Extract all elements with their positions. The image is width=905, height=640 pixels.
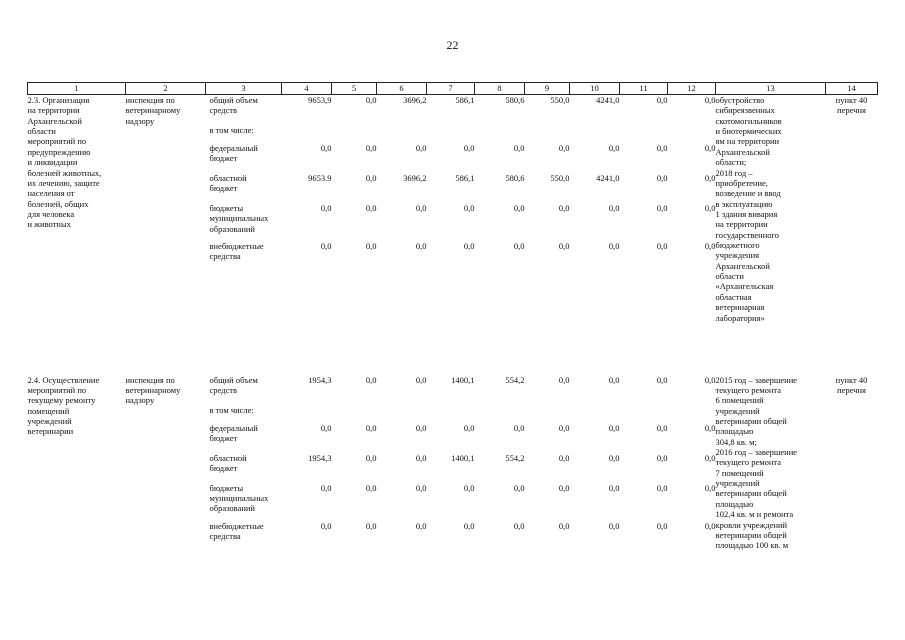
value-column-6 — [377, 95, 427, 375]
column-number-12: 12 — [668, 83, 716, 95]
value-cell: 0,0 — [608, 241, 620, 251]
column-number-9: 9 — [525, 83, 570, 95]
value-cell: 0,0 — [704, 203, 716, 213]
value-cell: 3696,2 — [403, 95, 427, 105]
value-cell: 0,0 — [463, 241, 475, 251]
value-cell: 0,0 — [463, 422, 475, 433]
funding-source-label: общий объем средств — [209, 95, 258, 116]
value-column-12 — [668, 375, 716, 585]
funding-source-label: областной бюджет — [209, 452, 247, 473]
value-cell: 0,0 — [513, 203, 525, 213]
table-row — [28, 375, 878, 585]
table-row — [28, 95, 878, 375]
column-number-6: 6 — [377, 83, 427, 95]
value-cell: 1400,1 — [451, 452, 475, 463]
expected-result: обустройство сибиреязвенных скотомогильников и биотермических ям на территории Архангельской области; 2018 год – приобретение, возведение и ввод в эксплуатацию 1 здания вивария на территории государственного бюджетного учреждения Архангельской области «Архангельская областная ветеринарная лаборатория» — [715, 95, 782, 323]
column-number-3: 3 — [206, 83, 282, 95]
value-cell: 0,0 — [365, 482, 377, 493]
value-cell: 0,0 — [513, 422, 525, 433]
value-cell: 0,0 — [320, 422, 332, 433]
value-cell: 550,0 — [550, 95, 570, 105]
value-cell: 0,0 — [463, 520, 475, 531]
value-cell — [620, 405, 668, 423]
value-cell: 0,0 — [656, 143, 668, 153]
value-cell: 0,0 — [463, 482, 475, 493]
value-cell: 580,6 — [505, 95, 525, 105]
value-cell: 0,0 — [365, 452, 377, 463]
value-cell: 0,0 — [320, 203, 332, 213]
value-cell: 0,0 — [558, 374, 570, 385]
value-column-11 — [620, 375, 668, 585]
value-column-12 — [668, 95, 716, 375]
value-cell: 0,0 — [656, 95, 668, 105]
value-cell: 0,0 — [463, 143, 475, 153]
value-column-5 — [332, 95, 377, 375]
value-cell: 0,0 — [558, 143, 570, 153]
value-cell: 0,0 — [656, 422, 668, 433]
value-cell: 0,0 — [558, 203, 570, 213]
value-cell: 0,0 — [704, 173, 716, 183]
value-cell: 0,0 — [704, 422, 716, 433]
value-cell: 1400,1 — [451, 374, 475, 385]
value-cell: 4241,0 — [596, 173, 620, 183]
value-cell — [427, 405, 475, 423]
value-cell: 580,6 — [505, 173, 525, 183]
value-cell: 0,0 — [704, 482, 716, 493]
value-cell — [475, 405, 525, 423]
value-cell: 0,0 — [558, 241, 570, 251]
value-cell — [525, 405, 570, 423]
value-cell — [332, 405, 377, 423]
value-cell: 0,0 — [415, 482, 427, 493]
value-cell: 0,0 — [608, 422, 620, 433]
value-cell: 586,1 — [455, 173, 475, 183]
value-cell: 0,0 — [704, 452, 716, 463]
funding-source-label: в том числе: — [209, 404, 254, 415]
value-cell: 9653.9 — [308, 173, 332, 183]
value-column-8 — [475, 375, 525, 585]
activity-name: 2.4. Осуществление мероприятий по текущему ремонту помещений учреждений ветеринарии — [27, 374, 100, 437]
value-cell: 0,0 — [608, 203, 620, 213]
value-column-4 — [282, 95, 332, 375]
column-number-row — [28, 83, 878, 95]
column-number-8: 8 — [475, 83, 525, 95]
value-cell: 554,2 — [505, 374, 525, 385]
column-number-13: 13 — [716, 83, 826, 95]
value-column-9 — [525, 375, 570, 585]
value-cell: 0,0 — [320, 520, 332, 531]
value-cell: 0,0 — [513, 520, 525, 531]
value-cell — [427, 125, 475, 143]
funding-sources — [206, 375, 282, 585]
value-cell: 0,0 — [415, 241, 427, 251]
value-cell: 0,0 — [704, 95, 716, 105]
value-cell: 0,0 — [365, 143, 377, 153]
value-cell: 586,1 — [455, 95, 475, 105]
funding-source-label: внебюджетные средства — [209, 241, 264, 262]
value-cell: 0,0 — [365, 241, 377, 251]
value-cell: 1954,3 — [308, 374, 332, 385]
value-cell — [282, 125, 332, 143]
value-cell: 0,0 — [513, 143, 525, 153]
activity-name: 2.3. Организация на территории Архангельской области мероприятий по предупреждению и ликвидации болезней животных, их лечению, защите населения от болезней, общих для человека и животных — [27, 95, 102, 230]
column-number-5: 5 — [332, 83, 377, 95]
value-cell: 0,0 — [513, 482, 525, 493]
value-column-10 — [570, 95, 620, 375]
expected-result: 2015 год – завершение текущего ремонта 6 помещений учреждений ветеринарии общей площадью 304,8 кв. м; 2016 год – завершение текущего ремонта 7 помещений учреждений ветеринарии общей площадью 102,4 кв. м и ремонта кровли учреждений ветеринарии общей площадью 100 кв. м — [715, 374, 798, 551]
executor: инспекция по ветеринарному надзору — [125, 95, 181, 126]
value-column-7 — [427, 95, 475, 375]
funding-source-label: общий объем средств — [209, 374, 258, 395]
value-cell: 0,0 — [365, 203, 377, 213]
value-cell: 0,0 — [656, 203, 668, 213]
value-cell: 0,0 — [415, 520, 427, 531]
column-number-10: 10 — [570, 83, 620, 95]
value-column-10 — [570, 375, 620, 585]
value-cell: 554,2 — [505, 452, 525, 463]
funding-source-label: в том числе: — [209, 125, 254, 135]
value-cell: 0,0 — [704, 374, 716, 385]
value-cell — [570, 125, 620, 143]
value-column-9 — [525, 95, 570, 375]
value-cell: 0,0 — [656, 173, 668, 183]
value-cell — [475, 125, 525, 143]
column-number-4: 4 — [282, 83, 332, 95]
value-cell — [332, 125, 377, 143]
value-cell: 0,0 — [608, 374, 620, 385]
value-column-6 — [377, 375, 427, 585]
executor: инспекция по ветеринарному надзору — [125, 374, 181, 406]
value-cell: 0,0 — [704, 143, 716, 153]
value-cell: 0,0 — [415, 203, 427, 213]
value-cell — [525, 125, 570, 143]
value-cell — [620, 125, 668, 143]
value-cell: 0,0 — [320, 241, 332, 251]
value-cell: 0,0 — [365, 422, 377, 433]
value-cell: 0,0 — [656, 482, 668, 493]
value-cell: 0,0 — [415, 452, 427, 463]
value-cell: 0,0 — [608, 482, 620, 493]
value-cell: 0,0 — [656, 374, 668, 385]
list-reference: пункт 40 перечня — [835, 374, 868, 395]
value-column-11 — [620, 95, 668, 375]
funding-sources — [206, 95, 282, 375]
funding-source-label: внебюджетные средства — [209, 520, 264, 541]
column-number-7: 7 — [427, 83, 475, 95]
funding-source-label: бюджеты муниципальных образований — [209, 203, 269, 234]
value-cell: 0,0 — [415, 422, 427, 433]
page-number: 22 — [446, 38, 459, 52]
list-reference: пункт 40 перечня — [835, 95, 868, 116]
value-cell: 0,0 — [608, 452, 620, 463]
value-cell: 0,0 — [365, 173, 377, 183]
value-cell: 0,0 — [558, 520, 570, 531]
value-column-7 — [427, 375, 475, 585]
value-cell — [377, 405, 427, 423]
value-cell: 9653,9 — [308, 95, 332, 105]
value-column-8 — [475, 95, 525, 375]
value-cell — [668, 405, 716, 423]
value-cell — [570, 405, 620, 423]
value-cell: 0,0 — [320, 482, 332, 493]
value-cell: 0,0 — [415, 143, 427, 153]
value-cell — [282, 405, 332, 423]
column-number-11: 11 — [620, 83, 668, 95]
column-number-2: 2 — [126, 83, 206, 95]
value-cell: 0,0 — [558, 422, 570, 433]
value-cell: 550,0 — [550, 173, 570, 183]
value-cell: 0,0 — [463, 203, 475, 213]
funding-source-label: областной бюджет — [209, 173, 247, 194]
value-cell: 0,0 — [365, 374, 377, 385]
funding-source-label: федеральный бюджет — [209, 422, 258, 443]
value-cell: 0,0 — [365, 520, 377, 531]
column-number-14: 14 — [826, 83, 878, 95]
value-cell: 1954,3 — [308, 452, 332, 463]
value-cell: 0,0 — [608, 143, 620, 153]
program-table — [27, 82, 878, 585]
value-cell: 0,0 — [608, 520, 620, 531]
value-cell — [668, 125, 716, 143]
value-cell: 0,0 — [415, 374, 427, 385]
value-cell: 4241,0 — [596, 95, 620, 105]
value-cell — [377, 125, 427, 143]
value-cell: 0,0 — [320, 143, 332, 153]
value-cell: 0,0 — [656, 520, 668, 531]
value-cell: 0,0 — [513, 241, 525, 251]
value-cell: 0,0 — [704, 241, 716, 251]
value-cell: 0,0 — [656, 241, 668, 251]
column-number-1: 1 — [28, 83, 126, 95]
value-cell: 0,0 — [704, 520, 716, 531]
value-cell: 0,0 — [656, 452, 668, 463]
value-column-4 — [282, 375, 332, 585]
funding-source-label: бюджеты муниципальных образований — [209, 482, 269, 514]
value-cell: 0,0 — [558, 482, 570, 493]
funding-source-label: федеральный бюджет — [209, 143, 258, 164]
value-cell: 0,0 — [365, 95, 377, 105]
value-cell: 0,0 — [558, 452, 570, 463]
value-column-5 — [332, 375, 377, 585]
value-cell: 3696,2 — [403, 173, 427, 183]
